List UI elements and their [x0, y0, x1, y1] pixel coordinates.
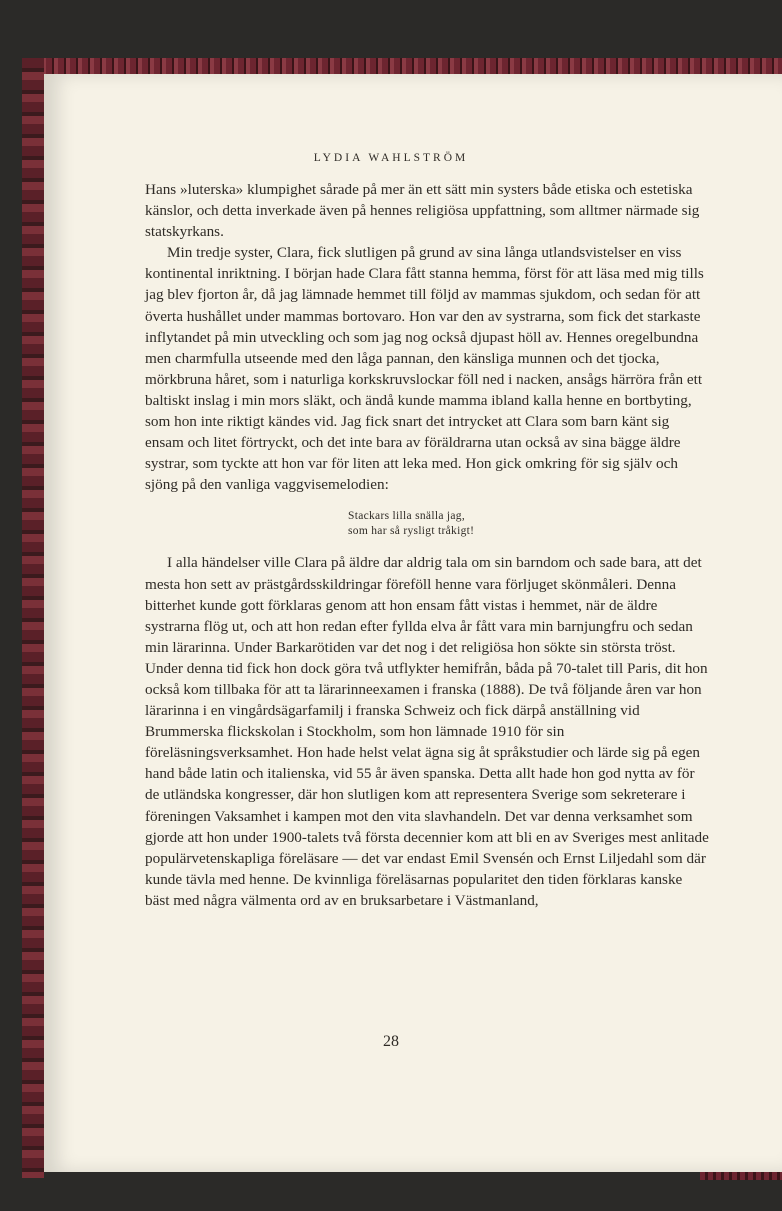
running-header: LYDIA WAHLSTRÖM [313, 152, 469, 164]
poem-line-1: Stackars lilla snälla jag, [348, 510, 466, 523]
paragraph-2: Min tredje syster, Clara, fick slutligen på grund av sina långa utlandsvistelser en viss kontinental inriktning. I början hade Clara fått stanna hemma, först för att läsa med mig tills jag blev fjorton år, då jag lämnade hemmet till följd av mammas sjukdom, och sedan för att överta hushållet under mammas bortovaro. Hon var den av systrarna, som fick det starkaste inflytandet på min utveckling och som jag nog också djupast höll av. Hennes oregelbundna men charmfulla utseende med den låga pannan, den känsliga munnen och det tjocka, mörkbruna håret, som i naturliga korkskruvslockar föll ned i nacken, ansågs härröra från ett baltiskt inslag i min mors släkt, och ändå kunde mamma ibland kalla henne en bortbyting, som hon inte riktigt kändes vid. Jag fick snart det intrycket att Clara som barn känt sig ensam och litet förtryckt, och det inte bara av föräldrarna utan också av sina bägge äldre systrar, som tyckte att hon var för liten att leka med. Hon gick omkring för sig själv och sjöng på den vanliga vaggvisemelodien: [145, 244, 704, 494]
page-number: 28 [383, 1033, 399, 1050]
poem-quote [145, 509, 710, 538]
paragraph-3: I alla händelser ville Clara på äldre dar aldrig tala om sin barndom och sade bara, att det mesta hon sett av prästgårdsskildringar föreföll henne vara förljuget skönmåleri. Denna bitterhet kunde gott förklaras genom att hon ensam fått vistas i hemmet, när de äldre systrarna flög ut, och att hon redan efter fyllda elva år fått vara min barnjungfru och sedan min lärarinna. Under Barkarötiden var det nog i det religiösa hon sökte sin största tröst. Under denna tid fick hon dock göra två utflykter hemifrån, båda på 70-talet till Paris, dit hon också kom tillbaka för att ta lärarinneexamen i franska (1888). De två följande åren var hon lärarinna i en vingårdsägarfamilj i franska Schweiz och fick därpå anställning vid Brummerska flickskolan i Stockholm, som hon lämnade 1910 för sin föreläsningsverksamhet. Hon hade helst velat ägna sig åt språkstudier och lärde sig på egen hand både latin och italienska, vid 55 år även spanska. Detta allt hade hon god nytta av för de utländska kongresser, där hon slutligen kom att representera Sverige som sekreterare i föreningen Vaksamhet i kampen mot den vita slavhandeln. Det var denna verksamhet som gjorde att hon under 1900-talets två första decennier kom att bli en av Sveriges mest anlitade populärvetenskapliga föreläsare — det var endast Emil Svensén och Ernst Liljedahl som där kunde tävla med henne. De kvinnliga föreläsarnas popularitet den tiden förklaras kanske bäst med några välmenta ord av en bruksarbetare i Västmanland, [145, 554, 709, 909]
book-cover-edge-left [22, 58, 44, 1178]
paragraph-1: Hans »luterska» klumpighet sårade på mer än ett sätt min systers både etiska och estetiska känslor, och detta inverkade även på hennes religiösa uppfattning, som alltmer närmade sig statskyrkans. [145, 181, 700, 241]
poem-line-2: som har så rysligt tråkigt! [348, 524, 475, 537]
body-text [145, 179, 710, 911]
